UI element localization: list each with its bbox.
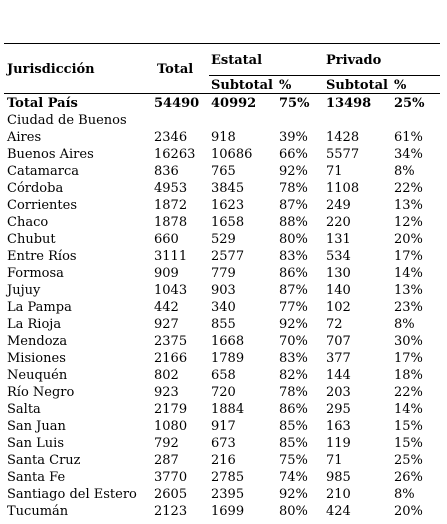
privado-pct-cell: 25%	[394, 96, 425, 111]
jurisdiction-cell: Chubut	[7, 232, 56, 247]
privado-subtotal-cell: 140	[326, 283, 351, 298]
table-row	[4, 265, 444, 282]
table-row	[4, 146, 444, 163]
privado-subtotal-cell: 119	[326, 436, 351, 451]
total-cell: 2179	[154, 402, 188, 417]
total-cell: 54490	[154, 96, 200, 111]
privado-subtotal-cell: 71	[326, 453, 343, 468]
privado-pct-cell: 18%	[394, 368, 423, 383]
privado-pct-cell: 22%	[394, 181, 423, 196]
total-cell: 2166	[154, 351, 188, 366]
estatal-subtotal-cell: 720	[211, 385, 236, 400]
estatal-subtotal-cell: 918	[211, 130, 236, 145]
table-row	[4, 231, 444, 248]
total-cell: 660	[154, 232, 179, 247]
total-cell: 4953	[154, 181, 188, 196]
estatal-pct-cell: 92%	[279, 317, 308, 332]
estatal-pct-cell: 66%	[279, 147, 308, 162]
estatal-subtotal-cell: 779	[211, 266, 236, 281]
jurisdiction-cell: Buenos Aires	[7, 147, 94, 162]
total-cell: 2123	[154, 504, 188, 519]
estatal-pct-cell: 80%	[279, 504, 308, 519]
estatal-subtotal-cell: 40992	[211, 96, 257, 111]
estatal-subtotal-cell: 2577	[211, 249, 245, 264]
estatal-pct-cell: 82%	[279, 368, 308, 383]
privado-pct-cell: 17%	[394, 351, 423, 366]
table-row	[4, 452, 444, 469]
estatal-pct-cell: 88%	[279, 215, 308, 230]
privado-pct-cell: 20%	[394, 232, 423, 247]
estatal-pct-cell: 39%	[279, 130, 308, 145]
table-row	[4, 299, 444, 316]
privado-subtotal-cell: 210	[326, 487, 351, 502]
table-row	[4, 180, 444, 197]
privado-subtotal-cell: 72	[326, 317, 343, 332]
total-cell: 923	[154, 385, 179, 400]
jurisdiction-cell: Formosa	[7, 266, 64, 281]
estatal-pct-cell: 87%	[279, 198, 308, 213]
estatal-subtotal-cell: 1658	[211, 215, 245, 230]
estatal-pct-cell: 85%	[279, 419, 308, 434]
header-privado-pct: %	[394, 78, 407, 93]
estatal-subtotal-cell: 917	[211, 419, 236, 434]
total-cell: 3111	[154, 249, 188, 264]
privado-pct-cell: 61%	[394, 130, 423, 145]
estatal-subtotal-cell: 1668	[211, 334, 245, 349]
jurisdiction-cell: Corrientes	[7, 198, 78, 213]
total-cell: 2346	[154, 130, 188, 145]
privado-subtotal-cell: 163	[326, 419, 351, 434]
estatal-pct-cell: 77%	[279, 300, 308, 315]
estatal-subtotal-cell: 1699	[211, 504, 245, 519]
privado-pct-cell: 8%	[394, 164, 415, 179]
table-row	[4, 469, 444, 486]
estatal-subtotal-cell: 529	[211, 232, 236, 247]
privado-pct-cell: 8%	[394, 487, 415, 502]
jurisdiction-cell: Misiones	[7, 351, 66, 366]
jurisdiction-cell: Santa Fe	[7, 470, 66, 485]
table-row	[4, 418, 444, 435]
table-row	[4, 163, 444, 180]
estatal-pct-cell: 85%	[279, 436, 308, 451]
jurisdiction-cell: Catamarca	[7, 164, 79, 179]
privado-subtotal-cell: 249	[326, 198, 351, 213]
privado-pct-cell: 8%	[394, 317, 415, 332]
privado-subtotal-cell: 71	[326, 164, 343, 179]
header-total: Total	[157, 62, 194, 77]
estatal-pct-cell: 80%	[279, 232, 308, 247]
privado-pct-cell: 22%	[394, 385, 423, 400]
estatal-pct-cell: 92%	[279, 487, 308, 502]
estatal-pct-cell: 86%	[279, 266, 308, 281]
table-row	[4, 384, 444, 401]
estatal-subtotal-cell: 216	[211, 453, 236, 468]
privado-subtotal-cell: 220	[326, 215, 351, 230]
estatal-pct-cell: 78%	[279, 181, 308, 196]
estatal-pct-cell: 87%	[279, 283, 308, 298]
table-row	[4, 112, 444, 146]
table-row	[4, 486, 444, 503]
estatal-pct-cell: 75%	[279, 453, 308, 468]
estatal-subtotal-cell: 658	[211, 368, 236, 383]
jurisdiction-cell: Salta	[7, 402, 41, 417]
jurisdiction-cell: Ciudad de Buenos Aires	[7, 113, 127, 145]
jurisdiction-cell: Jujuy	[7, 283, 41, 298]
table-row	[4, 197, 444, 214]
jurisdiction-cell: Tucumán	[7, 504, 69, 519]
privado-pct-cell: 15%	[394, 419, 423, 434]
table-row	[4, 350, 444, 367]
total-cell: 836	[154, 164, 179, 179]
table-row	[4, 333, 444, 350]
jurisdiction-cell: Chaco	[7, 215, 49, 230]
privado-subtotal-cell: 131	[326, 232, 351, 247]
total-cell: 909	[154, 266, 179, 281]
table-body	[4, 95, 444, 520]
total-cell: 802	[154, 368, 179, 383]
table-row	[4, 401, 444, 418]
jurisdiction-cell: Mendoza	[7, 334, 68, 349]
privado-pct-cell: 12%	[394, 215, 423, 230]
privado-pct-cell: 23%	[394, 300, 423, 315]
jurisdiction-cell: La Rioja	[7, 317, 62, 332]
header-privado: Privado	[326, 53, 382, 68]
privado-subtotal-cell: 1108	[326, 181, 360, 196]
total-cell: 792	[154, 436, 179, 451]
total-cell: 442	[154, 300, 179, 315]
estatal-subtotal-cell: 2785	[211, 470, 245, 485]
privado-pct-cell: 17%	[394, 249, 423, 264]
privado-pct-cell: 30%	[394, 334, 423, 349]
privado-subtotal-cell: 13498	[326, 96, 372, 111]
estatal-subtotal-cell: 10686	[211, 147, 253, 162]
estatal-subtotal-cell: 3845	[211, 181, 245, 196]
total-cell: 1080	[154, 419, 188, 434]
header-jurisdiccion: Jurisdicción	[7, 62, 95, 77]
privado-pct-cell: 15%	[394, 436, 423, 451]
estatal-subtotal-cell: 903	[211, 283, 236, 298]
estatal-subtotal-cell: 1623	[211, 198, 245, 213]
jurisdiction-cell: Córdoba	[7, 181, 64, 196]
privado-subtotal-cell: 5577	[326, 147, 360, 162]
privado-pct-cell: 14%	[394, 266, 423, 281]
jurisdiction-cell: Neuquén	[7, 368, 68, 383]
privado-subtotal-cell: 534	[326, 249, 351, 264]
estatal-pct-cell: 75%	[279, 96, 310, 111]
jurisdiction-cell: San Luis	[7, 436, 64, 451]
privado-subtotal-cell: 377	[326, 351, 351, 366]
estatal-subtotal-cell: 1789	[211, 351, 245, 366]
table-row	[4, 95, 444, 112]
privado-subtotal-cell: 295	[326, 402, 351, 417]
header-estatal-pct: %	[279, 78, 292, 93]
estatal-subtotal-cell: 2395	[211, 487, 245, 502]
table-row	[4, 503, 444, 520]
total-cell: 1872	[154, 198, 188, 213]
total-cell: 287	[154, 453, 179, 468]
total-cell: 927	[154, 317, 179, 332]
privado-pct-cell: 26%	[394, 470, 423, 485]
privado-pct-cell: 20%	[394, 504, 423, 519]
header-privado-subtotal: Subtotal	[326, 78, 388, 93]
privado-subtotal-cell: 130	[326, 266, 351, 281]
privado-subtotal-cell: 707	[326, 334, 351, 349]
estatal-pct-cell: 86%	[279, 402, 308, 417]
privado-pct-cell: 13%	[394, 283, 423, 298]
estatal-pct-cell: 83%	[279, 249, 308, 264]
table-row	[4, 367, 444, 384]
estatal-subtotal-cell: 765	[211, 164, 236, 179]
jurisdiction-cell: Total País	[7, 96, 78, 111]
jurisdiction-cell: San Juan	[7, 419, 66, 434]
total-cell: 3770	[154, 470, 188, 485]
estatal-pct-cell: 83%	[279, 351, 308, 366]
table-row	[4, 214, 444, 231]
table-row	[4, 248, 444, 265]
privado-subtotal-cell: 102	[326, 300, 351, 315]
estatal-subtotal-cell: 673	[211, 436, 236, 451]
jurisdiction-cell: Entre Ríos	[7, 249, 77, 264]
table-row	[4, 316, 444, 333]
privado-pct-cell: 25%	[394, 453, 423, 468]
total-cell: 2375	[154, 334, 188, 349]
privado-pct-cell: 14%	[394, 402, 423, 417]
total-cell: 1043	[154, 283, 188, 298]
estatal-subtotal-cell: 855	[211, 317, 236, 332]
estatal-subtotal-cell: 340	[211, 300, 236, 315]
table-row	[4, 282, 444, 299]
table-top-rule	[4, 43, 440, 44]
privado-pct-cell: 34%	[394, 147, 423, 162]
header-bottom-rule	[4, 93, 440, 94]
estatal-pct-cell: 92%	[279, 164, 308, 179]
table-row	[4, 435, 444, 452]
total-cell: 16263	[154, 147, 196, 162]
estatal-pct-cell: 78%	[279, 385, 308, 400]
privado-pct-cell: 13%	[394, 198, 423, 213]
total-cell: 1878	[154, 215, 188, 230]
jurisdiction-cell: Santa Cruz	[7, 453, 81, 468]
jurisdiction-cell: Santiago del Estero	[7, 487, 137, 502]
header-estatal: Estatal	[211, 53, 263, 68]
privado-subtotal-cell: 144	[326, 368, 351, 383]
privado-subtotal-cell: 985	[326, 470, 351, 485]
privado-subtotal-cell: 203	[326, 385, 351, 400]
group-header-rule	[209, 75, 440, 76]
estatal-pct-cell: 74%	[279, 470, 308, 485]
header-estatal-subtotal: Subtotal	[211, 78, 273, 93]
estatal-pct-cell: 70%	[279, 334, 308, 349]
estatal-subtotal-cell: 1884	[211, 402, 245, 417]
privado-subtotal-cell: 424	[326, 504, 351, 519]
jurisdiction-cell: Río Negro	[7, 385, 75, 400]
privado-subtotal-cell: 1428	[326, 130, 360, 145]
jurisdiction-cell: La Pampa	[7, 300, 72, 315]
total-cell: 2605	[154, 487, 188, 502]
